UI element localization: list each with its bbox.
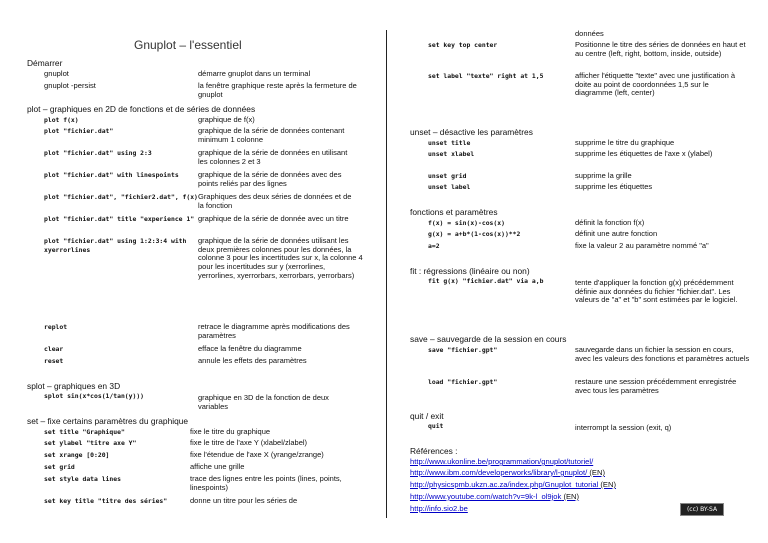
cmd-plot-title: plot "fichier.dat" title "experience 1" [44, 215, 195, 223]
cmd-clear: clear [44, 345, 64, 353]
reference-link-sio2[interactable]: http://info.sio2.be [410, 504, 468, 513]
desc-unset-xlabel: supprime les étiquettes de l'axe x (ylabel) [575, 149, 713, 158]
desc-plot-fx: graphique de f(x) [198, 115, 255, 124]
cmd-set-key-title: set key title "titre des séries" [44, 497, 168, 505]
section-fonctions: fonctions et paramètres [410, 207, 498, 217]
desc-def-a: fixe la valeur 2 au paramètre nommé "a" [575, 241, 709, 250]
desc-gnuplot-persist: la fenêtre graphique reste après la fermeture de gnuplot [198, 81, 357, 99]
section-unset: unset – désactive les paramètres [410, 127, 533, 137]
cmd-fit: fit g(x) "fichier.dat" via a,b [428, 277, 544, 285]
cmd-reset: reset [44, 357, 64, 365]
reference-link-ukzn[interactable]: http://physicspmb.ukzn.ac.za/index.php/Gnuplot_tutorial (EN) [410, 480, 616, 489]
cmd-set-ylabel: set ylabel "titre axe Y" [44, 439, 137, 447]
section-plot: plot – graphiques en 2D de fonctions et de séries de données [27, 104, 256, 114]
cmd-set-grid: set grid [44, 463, 75, 471]
cmd-gnuplot: gnuplot [44, 69, 69, 78]
cmd-unset-title: unset title [428, 139, 471, 147]
cmd-def-g: g(x) = a+b*(1-cos(x))**2 [428, 230, 521, 238]
desc-set-key-cont: données [575, 29, 604, 38]
page-title: Gnuplot – l'essentiel [134, 38, 242, 52]
desc-unset-title: supprime le titre du graphique [575, 138, 675, 147]
reference-link-ukonline[interactable]: http://www.ukonline.be/programmation/gnuplot/tutoriel/ [410, 457, 594, 466]
section-save: save – sauvegarde de la session en cours [410, 334, 567, 344]
desc-gnuplot: démarre gnuplot dans un terminal [198, 69, 311, 78]
cmd-def-a: a=2 [428, 242, 440, 250]
reference-link-youtube[interactable]: http://www.youtube.com/watch?v=9k-l_ol9jok (EN) [410, 492, 580, 501]
cmd-set-style: set style data lines [44, 475, 121, 483]
desc-plot-multiple: Graphiques des deux séries de données et de la fonction [198, 192, 352, 210]
reference-link-ibm[interactable]: http://www.ibm.com/developerworks/library/l-gnuplot/ (EN) [410, 468, 605, 477]
desc-quit: interrompt la session (exit, q) [575, 423, 672, 432]
cmd-set-key-top: set key top center [428, 41, 498, 49]
desc-plot-title: graphique de la série de donnée avec un titre [198, 214, 349, 223]
desc-def-g: définit une autre fonction [575, 229, 658, 238]
cc-license-badge: (cc) BY-SA [680, 503, 724, 516]
cmd-plot-fx: plot f(x) [44, 116, 79, 124]
cmd-set-xrange: set xrange [0:20] [44, 451, 110, 459]
cmd-gnuplot-persist: gnuplot -persist [44, 81, 96, 90]
desc-reset: annule les effets des paramètres [198, 356, 307, 365]
cmd-plot-file: plot "fichier.dat" [44, 127, 114, 135]
desc-plot-errorlines: graphique de la série de données utilisant les deux premières colonnes pour les données, la colonne 3 pour les incertitudes sur x, la colonne 4 pour les incertitudes sur y (xerrorlines, yerrorlines, xyerrorbars, xerrorbars, yerrorbars) [198, 236, 363, 280]
cmd-set-label: set label "texte" right at 1,5 [428, 72, 544, 80]
desc-clear: efface la fenêtre du diagramme [198, 344, 302, 353]
section-splot: splot – graphiques en 3D [27, 381, 121, 391]
section-demarrer: Démarrer [27, 58, 63, 68]
desc-load: restaure une session précédemment enregistrée avec tous les paramètres [575, 377, 737, 395]
column-divider [386, 30, 387, 518]
cmd-def-f: f(x) = sin(x)-cos(x) [428, 219, 505, 227]
cmd-quit: quit [428, 422, 444, 430]
desc-fit: tente d'appliquer la fonction g(x) précédemment définie aux données du fichier "fichier.dat". Les valeurs de "a" et "b" sont estimées par le logiciel. [575, 278, 738, 305]
desc-plot-using: graphique de la série de données en utilisant les colonnes 2 et 3 [198, 148, 348, 166]
desc-set-xrange: fixe l'étendue de l'axe X (yrange/zrange) [190, 450, 324, 459]
desc-set-ylabel: fixe le titre de l'axe Y (xlabel/zlabel) [190, 438, 308, 447]
cmd-replot: replot [44, 323, 68, 331]
cmd-plot-linespoints: plot "fichier.dat" with linespoints [44, 171, 179, 179]
desc-save: sauvegarde dans un fichier la session en cours, avec les valeurs des fonctions et paramètres actuels [575, 345, 750, 363]
cmd-save: save "fichier.gpt" [428, 346, 498, 354]
desc-set-key-top: Positionne le titre des séries de données en haut et au centre (left, right, bottom, inside, outside) [575, 40, 746, 58]
section-references: Références : [410, 446, 458, 456]
cmd-splot: splot sin(x*cos(1/tan(y))) [44, 392, 145, 400]
desc-set-key-title: donne un titre pour les séries de [190, 496, 298, 505]
cmd-unset-label: unset label [428, 183, 471, 191]
desc-set-title: fixe le titre du graphique [190, 427, 271, 436]
cmd-set-title: set title "Graphique" [44, 428, 125, 436]
cmd-unset-xlabel: unset xlabel [428, 150, 475, 158]
desc-replot: retrace le diagramme après modifications des paramètres [198, 322, 350, 340]
cmd-plot-errorlines: plot "fichier.dat" using 1:2:3:4 with xyerrorlines [44, 237, 187, 254]
section-quit: quit / exit [410, 411, 444, 421]
desc-plot-file: graphique de la série de données contenant minimum 1 colonne [198, 126, 345, 144]
section-fit: fit : régressions (linéaire ou non) [410, 266, 530, 276]
desc-set-grid: affiche une grille [190, 462, 245, 471]
desc-unset-grid: supprime la grille [575, 171, 632, 180]
cmd-plot-using: plot "fichier.dat" using 2:3 [44, 149, 152, 157]
desc-unset-label: supprime les étiquettes [575, 182, 653, 191]
desc-set-label: afficher l'étiquette "texte" avec une justification à doite au point de coordonnées 1,5 sur le diagramme (left, center) [575, 71, 736, 98]
cmd-plot-multiple: plot "fichier.dat", "fichier2.dat", f(x) [44, 193, 198, 201]
desc-def-f: définit la fonction f(x) [575, 218, 645, 227]
desc-splot: graphique en 3D de la fonction de deux variables [198, 393, 329, 411]
cmd-unset-grid: unset grid [428, 172, 467, 180]
section-set: set – fixe certains paramètres du graphique [27, 416, 189, 426]
desc-plot-linespoints: graphique de la série de données avec des points reliés par des lignes [198, 170, 342, 188]
cmd-load: load "fichier.gpt" [428, 378, 498, 386]
desc-set-style: trace des lignes entre les points (lines, points, linespoints) [190, 474, 342, 492]
